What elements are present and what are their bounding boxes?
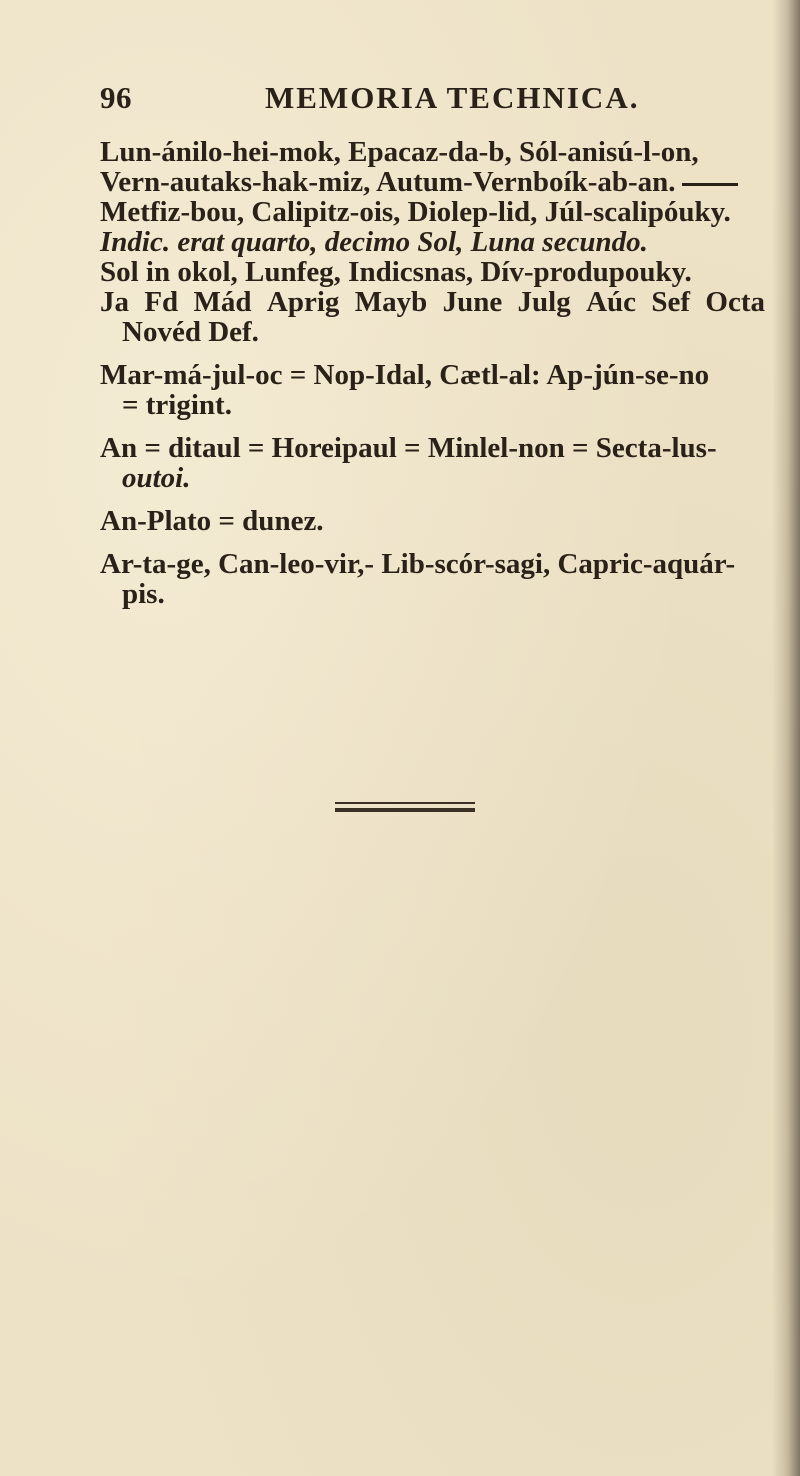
line-text: Sol in okol, Lunfeg, Indicsnas, Dív-produpouky. <box>100 256 692 288</box>
text-line <box>100 390 770 420</box>
text-line <box>100 360 770 390</box>
text-line <box>100 317 770 347</box>
line-text: Indic. erat quarto, decimo Sol, Luna secundo. <box>100 226 648 258</box>
month-abbrev: Aúc <box>586 286 637 318</box>
page-edge-shadow <box>772 0 800 1476</box>
line-text: outoi. <box>122 462 191 494</box>
text-line <box>100 167 770 197</box>
month-abbrev: Ja <box>100 286 129 318</box>
text-line <box>100 137 770 167</box>
month-abbrev: Mád <box>193 286 252 318</box>
text-line <box>100 549 770 579</box>
page-number: 96 <box>100 80 132 115</box>
line-text: pis. <box>122 578 165 610</box>
months-line <box>100 287 765 317</box>
text-line <box>100 257 770 287</box>
dash-rule <box>682 183 738 186</box>
line-text: Novéd Def. <box>122 316 259 348</box>
text-line <box>100 433 770 463</box>
month-abbrev: Mayb <box>354 286 428 318</box>
text-line <box>100 579 770 609</box>
month-abbrev: Octa <box>705 286 765 318</box>
month-abbrev: Julg <box>517 286 571 318</box>
line-text: Vern-autaks-hak-miz, Autum-Vernboík-ab-an. <box>100 166 676 198</box>
month-abbrev: Sef <box>651 286 691 318</box>
line-text: Metfiz-bou, Calipitz-ois, Diolep-lid, Júl-scalipóuky. <box>100 196 731 228</box>
line-text: Ar-ta-ge, Can-leo-vir,- Lib-scór-sagi, Capric-aquár- <box>100 548 736 580</box>
line-text: An = ditaul = Horeipaul = Minlel-non = Secta-lus- <box>100 432 717 464</box>
text-line <box>100 227 770 257</box>
running-head: MEMORIA TECHNICA. <box>265 80 640 115</box>
line-text: An-Plato = dunez. <box>100 505 324 537</box>
page-header <box>100 80 720 126</box>
end-rule <box>335 802 475 812</box>
text-line <box>100 506 770 536</box>
month-abbrev: Aprig <box>266 286 340 318</box>
line-text: Lun-ánilo-hei-mok, Epacaz-da-b, Sól-anisú-l-on, <box>100 136 699 168</box>
line-text: = trigint. <box>122 389 232 421</box>
text-line <box>100 197 770 227</box>
line-text: Mar-má-jul-oc = Nop-Idal, Cætl-al: Ap-jún-se-no <box>100 359 710 391</box>
text-line <box>100 463 770 493</box>
month-abbrev: Fd <box>144 286 179 318</box>
month-abbrev: June <box>442 286 503 318</box>
verse-text <box>100 137 770 609</box>
